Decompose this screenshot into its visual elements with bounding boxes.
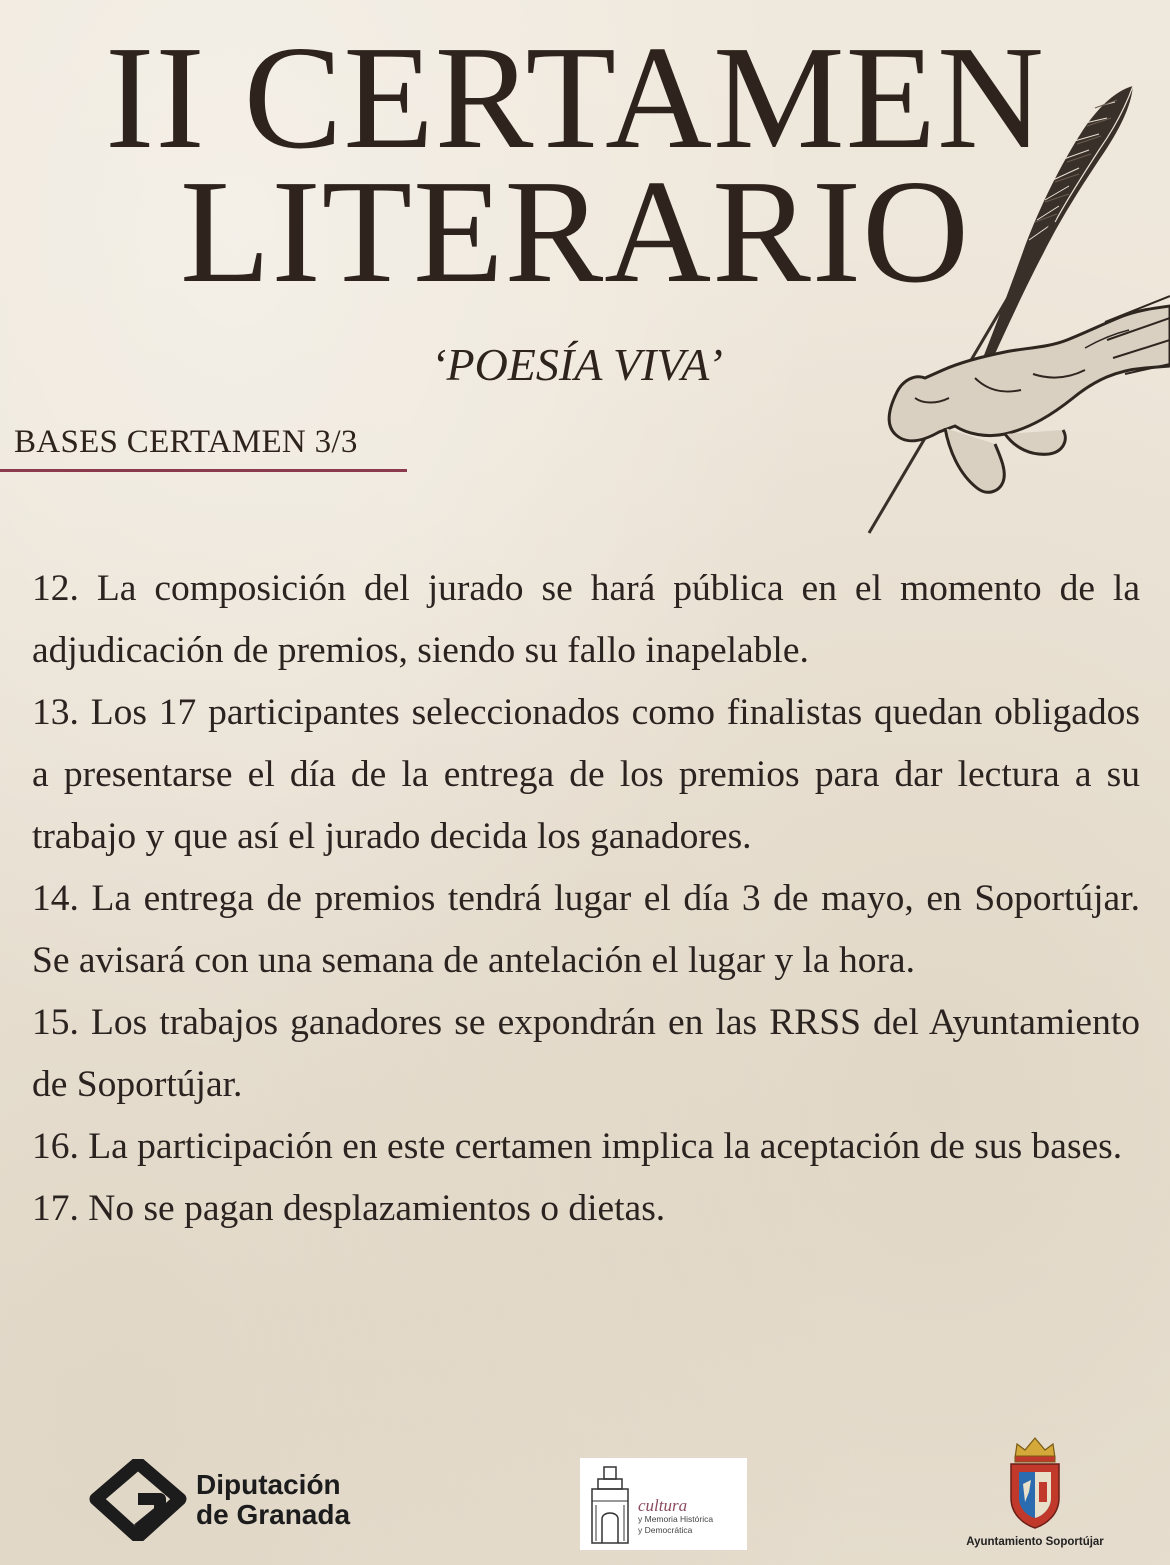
- rule-item-17: 17. No se pagan desplazamientos o dietas.: [32, 1188, 666, 1229]
- title-line-2: LITERARIO: [180, 150, 970, 314]
- cultura-line-1: y Memoria Histórica: [638, 1514, 714, 1524]
- section-label: BASES CERTAMEN 3/3: [14, 424, 358, 460]
- cultura-line-2: y Democrática: [638, 1525, 693, 1535]
- coat-of-arms-icon: [1005, 1432, 1065, 1530]
- diputacion-line-1: Diputación: [196, 1469, 341, 1500]
- rule-item-16: 16. La participación en este certamen implica la aceptación de sus bases.: [32, 1126, 1123, 1167]
- subtitle: ‘POESÍA VIVA’: [431, 339, 723, 390]
- section-divider: [0, 469, 407, 472]
- ayuntamiento-label: Ayuntamiento Soportújar: [966, 1536, 1104, 1548]
- diputacion-line-2: de Granada: [196, 1499, 351, 1530]
- cultura-script: cultura: [638, 1496, 688, 1515]
- cultura-logo: [580, 1458, 747, 1550]
- diputacion-mark-icon: [88, 1459, 188, 1541]
- rule-item-12: 12. La composición del jurado se hará pública en el momento de la adjudicación de premios, siendo su fallo inapelable.: [32, 568, 1140, 671]
- cultura-text: [638, 1498, 713, 1536]
- rule-item-13: 13. Los 17 participantes seleccionados como finalistas quedan obligados a presentarse el día de la entrega de los premios para dar lectura a su trabajo y que así el jurado decida los ganadores.: [32, 692, 1140, 857]
- ayuntamiento-logo: [950, 1432, 1120, 1557]
- diputacion-logo: [88, 1455, 398, 1545]
- quill-hand-icon: [855, 78, 1170, 548]
- rule-item-14: 14. La entrega de premios tendrá lugar el día 3 de mayo, en Soportújar. Se avisará con una semana de antelación el lugar y la hora.: [32, 878, 1140, 981]
- title-line-1: II CERTAMEN: [105, 16, 1045, 180]
- building-icon: [584, 1461, 636, 1547]
- diputacion-text: [196, 1470, 350, 1530]
- rule-item-15: 15. Los trabajos ganadores se expondrán en las RRSS del Ayuntamiento de Soportújar.: [32, 1002, 1140, 1105]
- rules-list: [32, 558, 1140, 1240]
